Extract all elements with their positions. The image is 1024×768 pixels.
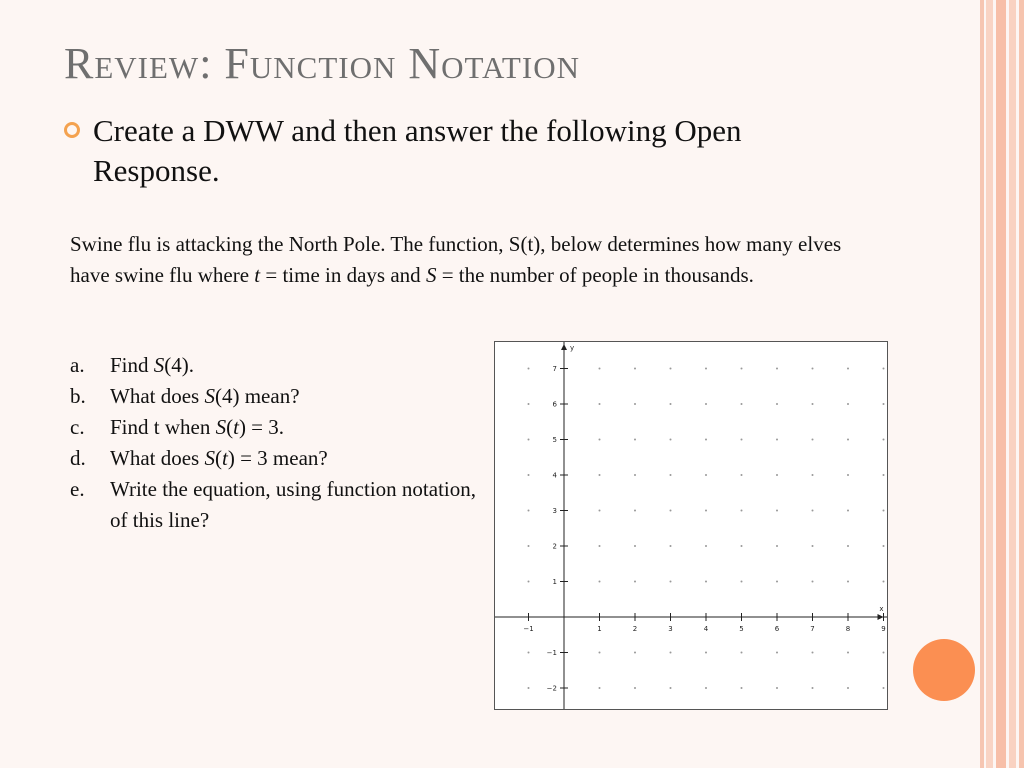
x-tick-label: 8 — [845, 625, 851, 633]
grid-dot — [847, 439, 849, 441]
grid-dot — [528, 581, 530, 583]
grid-dot — [883, 545, 885, 547]
x-axis-label: x — [879, 605, 884, 613]
question-text: (4). — [164, 353, 195, 377]
grid-dot — [670, 545, 672, 547]
question-text: ) = 3 mean? — [227, 446, 328, 470]
y-axis-arrow — [561, 344, 567, 350]
grid-dot — [670, 474, 672, 476]
stripe — [980, 0, 984, 768]
grid-dot — [812, 368, 814, 370]
question-item — [70, 474, 480, 536]
grid-dot — [599, 581, 601, 583]
grid-dot — [847, 545, 849, 547]
grid-dot — [847, 510, 849, 512]
variable-t: t — [254, 263, 261, 287]
stripe — [986, 0, 993, 768]
y-tick-label: 7 — [552, 365, 557, 373]
grid-dot — [812, 474, 814, 476]
question-text: ( — [226, 415, 234, 439]
function-name: S — [153, 353, 165, 377]
grid-dot — [634, 403, 636, 405]
question-item — [70, 381, 480, 412]
grid-dot — [883, 439, 885, 441]
variable-s: S — [425, 263, 437, 287]
grid-dot — [670, 687, 672, 689]
grid-dot — [599, 403, 601, 405]
y-tick-label: 5 — [552, 436, 557, 444]
grid-dot — [741, 474, 743, 476]
grid-dot — [634, 368, 636, 370]
grid-dot — [705, 439, 707, 441]
grid-dot — [599, 474, 601, 476]
grid-dot — [705, 474, 707, 476]
grid-dot — [599, 510, 601, 512]
grid-dot — [883, 368, 885, 370]
question-text: ( — [214, 446, 222, 470]
grid-dot — [634, 474, 636, 476]
question-text: What does — [110, 384, 205, 408]
x-tick-label: 6 — [774, 625, 780, 633]
grid-dot — [883, 687, 885, 689]
grid-dot — [812, 439, 814, 441]
grid-dot — [528, 368, 530, 370]
question-marker: a. — [70, 353, 85, 377]
grid-dot — [528, 403, 530, 405]
grid-dot — [741, 652, 743, 654]
grid-dot — [670, 510, 672, 512]
x-tick-label: 1 — [597, 625, 602, 633]
grid-dot — [812, 687, 814, 689]
problem-statement — [70, 229, 870, 291]
function-name: S — [215, 415, 227, 439]
question-text: What does — [110, 446, 205, 470]
grid-dot — [741, 403, 743, 405]
grid-dot — [776, 403, 778, 405]
grid-dot — [634, 545, 636, 547]
x-tick-label: −1 — [523, 625, 534, 633]
variable-t: t — [221, 446, 228, 470]
grid-dot — [883, 581, 885, 583]
slide-title: Review: Function Notation — [64, 39, 580, 88]
question-marker: c. — [70, 415, 85, 439]
grid-dot — [847, 403, 849, 405]
grid-dot — [776, 581, 778, 583]
grid-dot — [812, 403, 814, 405]
problem-text: Swine flu is attacking the North Pole. The function, S(t), below determines how many elves have swine flu where — [70, 232, 842, 287]
decorative-circle — [913, 639, 975, 701]
grid-dot — [741, 687, 743, 689]
grid-dot — [741, 439, 743, 441]
grid-dot — [741, 581, 743, 583]
x-tick-label: 7 — [810, 625, 815, 633]
grid-dot — [634, 581, 636, 583]
y-tick-label: 1 — [552, 578, 557, 586]
grid-dot — [670, 581, 672, 583]
grid-dot — [599, 545, 601, 547]
grid-dot — [776, 439, 778, 441]
grid-dot — [705, 368, 707, 370]
grid-dot — [528, 439, 530, 441]
grid-dot — [812, 652, 814, 654]
grid-dot — [883, 652, 885, 654]
grid-dot — [634, 652, 636, 654]
stripe — [996, 0, 1006, 768]
stripe — [1009, 0, 1016, 768]
function-name: S — [204, 446, 215, 470]
grid-dot — [705, 403, 707, 405]
grid-dot — [812, 545, 814, 547]
question-text: ) = 3. — [238, 415, 285, 439]
grid-dot — [705, 510, 707, 512]
grid-dot — [847, 474, 849, 476]
problem-text: = time in days and — [260, 263, 426, 287]
bullet-point — [64, 111, 854, 191]
y-tick-label: 3 — [552, 507, 557, 515]
question-marker: e. — [70, 477, 85, 501]
x-axis-arrow — [878, 614, 884, 620]
coordinate-grid-svg — [495, 342, 887, 709]
grid-dot — [847, 687, 849, 689]
grid-dot — [812, 581, 814, 583]
question-text: Write the equation, using function notation, of this line? — [110, 477, 476, 532]
x-tick-label: 9 — [881, 625, 886, 633]
question-text: Find t when — [110, 415, 216, 439]
grid-dot — [599, 687, 601, 689]
y-axis-label: y — [570, 344, 575, 352]
question-marker: b. — [70, 384, 86, 408]
y-tick-label: 4 — [552, 471, 557, 480]
grid-dot — [705, 687, 707, 689]
grid-dot — [776, 652, 778, 654]
grid-dot — [741, 368, 743, 370]
grid-dot — [847, 652, 849, 654]
grid-dot — [528, 510, 530, 512]
grid-dot — [847, 368, 849, 370]
grid-dot — [634, 687, 636, 689]
ring-bullet-icon — [64, 122, 80, 138]
problem-text: = the number of people in thousands. — [436, 263, 754, 287]
grid-dot — [705, 545, 707, 547]
grid-dot — [776, 510, 778, 512]
y-tick-label: 2 — [552, 542, 557, 551]
question-marker: d. — [70, 446, 86, 470]
grid-dot — [670, 403, 672, 405]
variable-t: t — [233, 415, 239, 439]
question-item — [70, 412, 480, 443]
grid-dot — [599, 368, 601, 370]
x-tick-label: 4 — [703, 625, 709, 633]
question-list — [70, 350, 480, 536]
grid-dot — [670, 652, 672, 654]
y-tick-label: −1 — [546, 649, 557, 657]
grid-dot — [528, 687, 530, 689]
x-tick-label: 5 — [739, 625, 744, 633]
grid-dot — [599, 439, 601, 441]
grid-dot — [670, 439, 672, 441]
question-item — [70, 443, 480, 474]
x-tick-label: 3 — [668, 625, 673, 633]
grid-dot — [847, 581, 849, 583]
grid-dot — [528, 652, 530, 654]
grid-dot — [776, 545, 778, 547]
grid-dot — [741, 510, 743, 512]
y-tick-label: 6 — [552, 400, 557, 409]
grid-dot — [883, 474, 885, 476]
grid-dot — [883, 510, 885, 512]
grid-dot — [883, 403, 885, 405]
grid-dot — [705, 652, 707, 654]
stripe — [1019, 0, 1024, 768]
question-text: (4) mean? — [214, 384, 300, 408]
bullet-text: Create a DWW and then answer the following Open Response. — [93, 113, 742, 188]
grid-dot — [670, 368, 672, 370]
coordinate-grid — [494, 341, 888, 710]
grid-dot — [634, 439, 636, 441]
function-name: S — [204, 384, 215, 408]
question-item — [70, 350, 480, 381]
grid-dot — [776, 687, 778, 689]
grid-dot — [776, 474, 778, 476]
grid-dot — [776, 368, 778, 370]
grid-dot — [528, 474, 530, 476]
grid-dot — [599, 652, 601, 654]
y-tick-label: −2 — [546, 684, 557, 693]
x-tick-label: 2 — [632, 625, 638, 633]
grid-dot — [705, 581, 707, 583]
grid-dot — [528, 545, 530, 547]
grid-dot — [634, 510, 636, 512]
grid-dot — [812, 510, 814, 512]
question-text: Find — [110, 353, 154, 377]
grid-dot — [741, 545, 743, 547]
